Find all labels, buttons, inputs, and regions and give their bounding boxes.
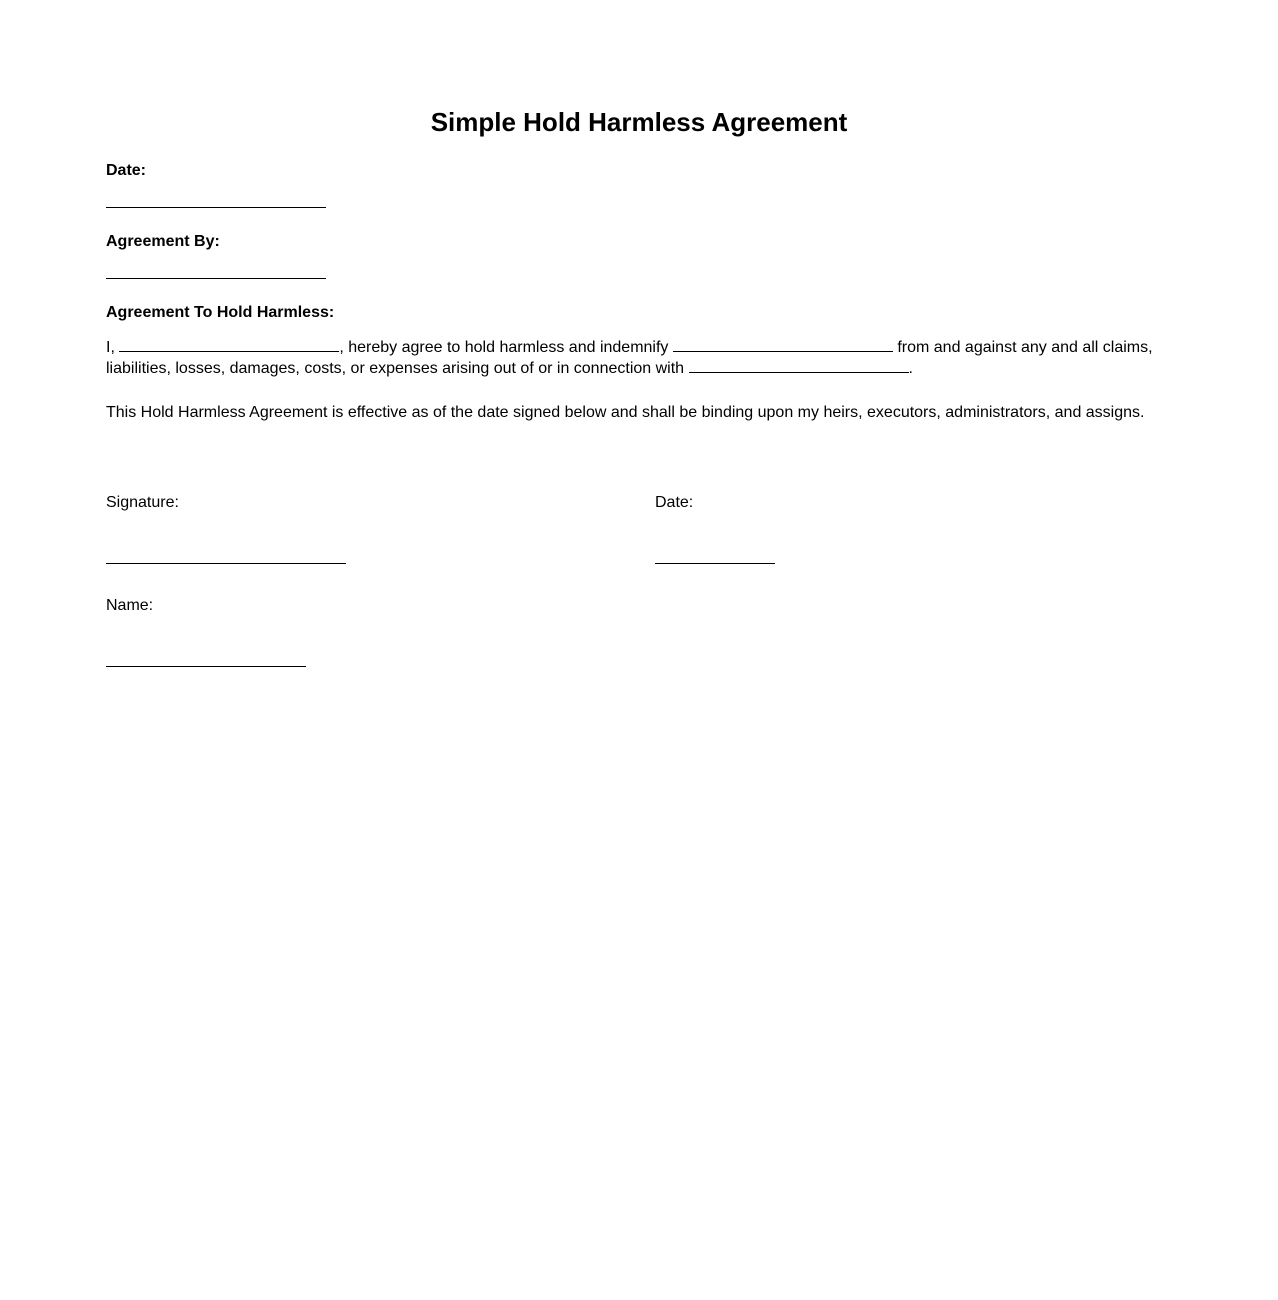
signature-date-blank-line[interactable] bbox=[655, 563, 775, 564]
signature-blank-line[interactable] bbox=[106, 563, 346, 564]
hold-harmless-paragraph bbox=[106, 337, 1172, 379]
agreement-to-hold-harmless-label: Agreement To Hold Harmless: bbox=[106, 304, 335, 321]
name-blank-line[interactable] bbox=[106, 666, 306, 667]
indemnitee-blank[interactable] bbox=[673, 337, 893, 352]
signature-label: Signature: bbox=[106, 494, 179, 511]
activity-blank[interactable] bbox=[689, 358, 909, 373]
paragraph-part3: from and against any and all claims, liabilities, losses, damages, costs, or expenses arising out of or in connection with bbox=[106, 339, 1153, 377]
agreement-by-label: Agreement By: bbox=[106, 233, 220, 250]
paragraph-prefix: I, bbox=[106, 339, 115, 356]
effective-paragraph: This Hold Harmless Agreement is effective as of the date signed below and shall be binding upon my heirs, executors, administrators, and assigns. bbox=[106, 404, 1145, 421]
paragraph-suffix: . bbox=[908, 360, 913, 377]
date-label: Date: bbox=[106, 162, 147, 179]
name-label: Name: bbox=[106, 597, 154, 614]
indemnitor-blank[interactable] bbox=[119, 337, 339, 352]
paragraph-part2: , hereby agree to hold harmless and indemnify bbox=[339, 339, 669, 356]
agreement-by-blank-line[interactable] bbox=[106, 278, 326, 279]
signature-date-label: Date: bbox=[655, 494, 694, 511]
date-blank-line[interactable] bbox=[106, 207, 326, 208]
document-title: Simple Hold Harmless Agreement bbox=[430, 107, 848, 137]
